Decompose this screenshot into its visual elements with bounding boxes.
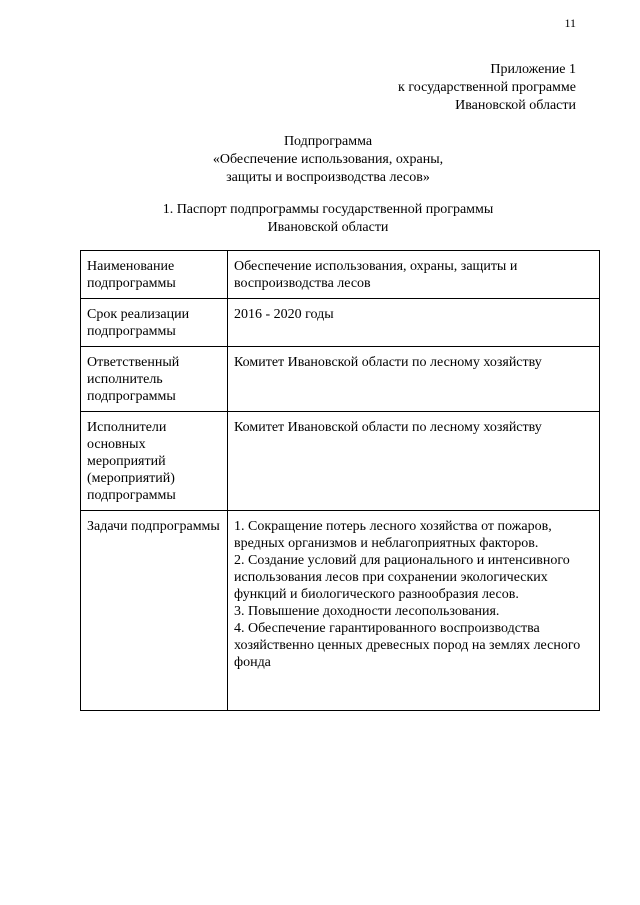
- tasks-list: [228, 511, 600, 711]
- appendix-line-1: Приложение 1: [490, 62, 576, 77]
- task-item: 2. Создание условий для рационального и интенсивного использования лесов при сохранении экологических функций и биологического разнообразия лесов.: [234, 553, 570, 602]
- table-row: [81, 511, 600, 711]
- appendix-header: [398, 61, 576, 115]
- task-item: 1. Сокращение потерь лесного хозяйства от пожаров, вредных организмов и неблагоприятных факторов.: [234, 519, 552, 551]
- row-value: Комитет Ивановской области по лесному хозяйству: [228, 412, 600, 511]
- passport-heading-line-2: Ивановской области: [267, 220, 389, 235]
- row-label: Ответственный исполнитель подпрограммы: [81, 347, 228, 412]
- appendix-line-2: к государственной программе: [398, 80, 576, 95]
- task-item: 3. Повышение доходности лесопользования.: [234, 604, 500, 619]
- subprogram-title-line-2: «Обеспечение использования, охраны,: [212, 152, 444, 167]
- task-item: 4. Обеспечение гарантированного воспроизводства хозяйственно ценных древесных пород на землях лесного фонда: [234, 621, 581, 670]
- row-value: Комитет Ивановской области по лесному хозяйству: [228, 347, 600, 412]
- table-row: [81, 299, 600, 347]
- row-label: Задачи подпрограммы: [81, 511, 228, 711]
- row-value: 2016 - 2020 годы: [228, 299, 600, 347]
- row-label: Исполнители основных мероприятий (мероприятий) подпрограммы: [81, 412, 228, 511]
- table-row: [81, 347, 600, 412]
- row-label: Наименование подпрограммы: [81, 251, 228, 299]
- subprogram-title-line-1: Подпрограмма: [283, 134, 373, 149]
- subprogram-title-line-3: защиты и воспроизводства лесов»: [226, 170, 430, 185]
- passport-table: [80, 250, 600, 711]
- passport-heading: [0, 201, 640, 237]
- row-label: Срок реализации подпрограммы: [81, 299, 228, 347]
- passport-heading-line-1: 1. Паспорт подпрограммы государственной программы: [162, 202, 494, 217]
- row-value: Обеспечение использования, охраны, защиты и воспроизводства лесов: [228, 251, 600, 299]
- appendix-line-3: Ивановской области: [455, 98, 576, 113]
- table-row: [81, 251, 600, 299]
- page-number: 11: [564, 16, 576, 30]
- subprogram-title: [0, 133, 640, 187]
- table-row: [81, 412, 600, 511]
